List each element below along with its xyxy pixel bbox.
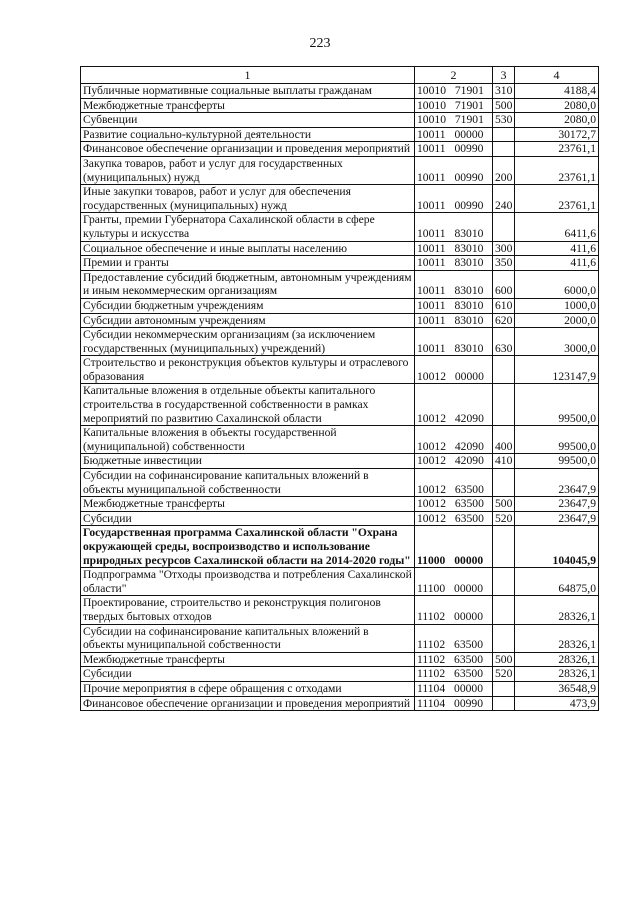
code-cell: 10010 71901: [415, 84, 493, 99]
table-row: [81, 469, 599, 497]
kind-cell: [493, 681, 515, 696]
code-cell: 10012 00000: [415, 356, 493, 384]
header-cell: 1: [81, 67, 415, 84]
sum-cell: 64875,0: [515, 568, 599, 596]
table-row: [81, 624, 599, 652]
budget-table: [80, 66, 599, 711]
sum-cell: 2000,0: [515, 313, 599, 328]
header-cell: 2: [415, 67, 493, 84]
table-row: [81, 384, 599, 426]
kind-cell: 300: [493, 241, 515, 256]
sum-cell: 30172,7: [515, 127, 599, 142]
code-cell: 11102 00000: [415, 596, 493, 624]
name-cell: Межбюджетные трансферты: [81, 98, 415, 113]
kind-cell: [493, 127, 515, 142]
page-number: 223: [309, 36, 331, 51]
kind-cell: [493, 384, 515, 426]
name-cell: Капитальные вложения в объекты государственной (муниципальной) собственности: [81, 426, 415, 454]
table-row: [81, 98, 599, 113]
kind-cell: 610: [493, 298, 515, 313]
code-cell: 10011 83010: [415, 213, 493, 241]
name-cell: Публичные нормативные социальные выплаты гражданам: [81, 84, 415, 99]
sum-cell: 3000,0: [515, 328, 599, 356]
table-row: [81, 511, 599, 526]
name-cell: Субсидии некоммерческим организациям (за исключением государственных (муниципальных) учреждений): [81, 328, 415, 356]
kind-cell: 600: [493, 270, 515, 298]
table-row: [81, 356, 599, 384]
name-cell: Субвенции: [81, 113, 415, 128]
name-cell: Субсидии: [81, 667, 415, 682]
sum-cell: 23647,9: [515, 497, 599, 512]
name-cell: Финансовое обеспечение организации и проведения мероприятий: [81, 142, 415, 157]
sum-cell: 2080,0: [515, 98, 599, 113]
table-row: [81, 568, 599, 596]
code-cell: 10012 42090: [415, 384, 493, 426]
sum-cell: 104045,9: [515, 526, 599, 568]
table-row: [81, 526, 599, 568]
sum-cell: 28326,1: [515, 667, 599, 682]
kind-cell: 240: [493, 185, 515, 213]
table-row: [81, 497, 599, 512]
code-cell: 11102 63500: [415, 624, 493, 652]
name-cell: Иные закупки товаров, работ и услуг для обеспечения государственных (муниципальных) нужд: [81, 185, 415, 213]
table-row: [81, 156, 599, 184]
table-row: [81, 652, 599, 667]
code-cell: 10011 00990: [415, 142, 493, 157]
name-cell: Финансовое обеспечение организации и проведения мероприятий: [81, 696, 415, 711]
sum-cell: 4188,4: [515, 84, 599, 99]
table-row: [81, 328, 599, 356]
name-cell: Гранты, премии Губернатора Сахалинской области в сфере культуры и искусства: [81, 213, 415, 241]
name-cell: Бюджетные инвестиции: [81, 454, 415, 469]
table-row: [81, 313, 599, 328]
table-row: [81, 681, 599, 696]
code-cell: 10012 63500: [415, 497, 493, 512]
table-row: [81, 113, 599, 128]
sum-cell: 6411,6: [515, 213, 599, 241]
name-cell: Государственная программа Сахалинской области "Охрана окружающей среды, воспроизводство и использование природных ресурсов Сахалинской области на 2014-2020 годы": [81, 526, 415, 568]
code-cell: 10011 83010: [415, 313, 493, 328]
code-cell: 10011 83010: [415, 328, 493, 356]
sum-cell: 1000,0: [515, 298, 599, 313]
name-cell: Субсидии на софинансирование капитальных вложений в объекты муниципальной собственности: [81, 469, 415, 497]
table-row: [81, 298, 599, 313]
table-row: [81, 241, 599, 256]
table-row: [81, 142, 599, 157]
code-cell: 10010 71901: [415, 113, 493, 128]
kind-cell: 310: [493, 84, 515, 99]
kind-cell: 350: [493, 256, 515, 271]
name-cell: Капитальные вложения в отдельные объекты капитального строительства в государственной собственности в рамках мероприятий по развитию Сахалинской области: [81, 384, 415, 426]
sum-cell: 23647,9: [515, 511, 599, 526]
sum-cell: 99500,0: [515, 426, 599, 454]
code-cell: 10012 63500: [415, 511, 493, 526]
code-cell: 10011 83010: [415, 241, 493, 256]
code-cell: 10011 00000: [415, 127, 493, 142]
kind-cell: 500: [493, 98, 515, 113]
code-cell: 10012 42090: [415, 426, 493, 454]
sum-cell: 23761,1: [515, 185, 599, 213]
name-cell: Субсидии бюджетным учреждениям: [81, 298, 415, 313]
code-cell: 11000 00000: [415, 526, 493, 568]
sum-cell: 99500,0: [515, 454, 599, 469]
table-row: [81, 256, 599, 271]
name-cell: Субсидии: [81, 511, 415, 526]
name-cell: Прочие мероприятия в сфере обращения с отходами: [81, 681, 415, 696]
kind-cell: 630: [493, 328, 515, 356]
sum-cell: 36548,9: [515, 681, 599, 696]
table-row: [81, 84, 599, 99]
code-cell: 10011 00990: [415, 156, 493, 184]
code-cell: 10011 83010: [415, 270, 493, 298]
name-cell: Предоставление субсидий бюджетным, автономным учреждениям и иным некоммерческим организациям: [81, 270, 415, 298]
sum-cell: 23647,9: [515, 469, 599, 497]
name-cell: Закупка товаров, работ и услуг для государственных (муниципальных) нужд: [81, 156, 415, 184]
table-row: [81, 213, 599, 241]
sum-cell: 28326,1: [515, 624, 599, 652]
kind-cell: 400: [493, 426, 515, 454]
name-cell: Проектирование, строительство и реконструкция полигонов твердых бытовых отходов: [81, 596, 415, 624]
kind-cell: [493, 356, 515, 384]
name-cell: Межбюджетные трансферты: [81, 652, 415, 667]
kind-cell: 410: [493, 454, 515, 469]
table-row: [81, 596, 599, 624]
sum-cell: 23761,1: [515, 142, 599, 157]
name-cell: Развитие социально-культурной деятельности: [81, 127, 415, 142]
sum-cell: 28326,1: [515, 652, 599, 667]
sum-cell: 123147,9: [515, 356, 599, 384]
kind-cell: 620: [493, 313, 515, 328]
kind-cell: 530: [493, 113, 515, 128]
code-cell: 10012 63500: [415, 469, 493, 497]
kind-cell: 500: [493, 652, 515, 667]
sum-cell: 6000,0: [515, 270, 599, 298]
name-cell: Межбюджетные трансферты: [81, 497, 415, 512]
sum-cell: 473,9: [515, 696, 599, 711]
kind-cell: 520: [493, 511, 515, 526]
table-row: [81, 696, 599, 711]
code-cell: 10011 83010: [415, 256, 493, 271]
code-cell: 10011 83010: [415, 298, 493, 313]
name-cell: Социальное обеспечение и иные выплаты населению: [81, 241, 415, 256]
sum-cell: 99500,0: [515, 384, 599, 426]
table-row: [81, 270, 599, 298]
code-cell: 11104 00990: [415, 696, 493, 711]
table-row: [81, 127, 599, 142]
sum-cell: 28326,1: [515, 596, 599, 624]
code-cell: 11104 00000: [415, 681, 493, 696]
code-cell: 10011 00990: [415, 185, 493, 213]
sum-cell: 23761,1: [515, 156, 599, 184]
name-cell: Субсидии на софинансирование капитальных вложений в объекты муниципальной собственности: [81, 624, 415, 652]
kind-cell: [493, 696, 515, 711]
kind-cell: [493, 142, 515, 157]
table-row: [81, 454, 599, 469]
name-cell: Субсидии автономным учреждениям: [81, 313, 415, 328]
table-row: [81, 667, 599, 682]
table-row: [81, 426, 599, 454]
kind-cell: [493, 469, 515, 497]
kind-cell: 200: [493, 156, 515, 184]
header-cell: 4: [515, 67, 599, 84]
code-cell: 10012 42090: [415, 454, 493, 469]
kind-cell: [493, 526, 515, 568]
kind-cell: [493, 596, 515, 624]
name-cell: Подпрограмма "Отходы производства и потребления Сахалинской области": [81, 568, 415, 596]
kind-cell: [493, 213, 515, 241]
code-cell: 10010 71901: [415, 98, 493, 113]
code-cell: 11102 63500: [415, 667, 493, 682]
table-row: [81, 185, 599, 213]
name-cell: Строительство и реконструкция объектов культуры и отраслевого образования: [81, 356, 415, 384]
kind-cell: 500: [493, 497, 515, 512]
name-cell: Премии и гранты: [81, 256, 415, 271]
kind-cell: [493, 624, 515, 652]
sum-cell: 411,6: [515, 241, 599, 256]
header-cell: 3: [493, 67, 515, 84]
kind-cell: 520: [493, 667, 515, 682]
kind-cell: [493, 568, 515, 596]
sum-cell: 411,6: [515, 256, 599, 271]
sum-cell: 2080,0: [515, 113, 599, 128]
code-cell: 11102 63500: [415, 652, 493, 667]
code-cell: 11100 00000: [415, 568, 493, 596]
header-row: [81, 67, 599, 84]
